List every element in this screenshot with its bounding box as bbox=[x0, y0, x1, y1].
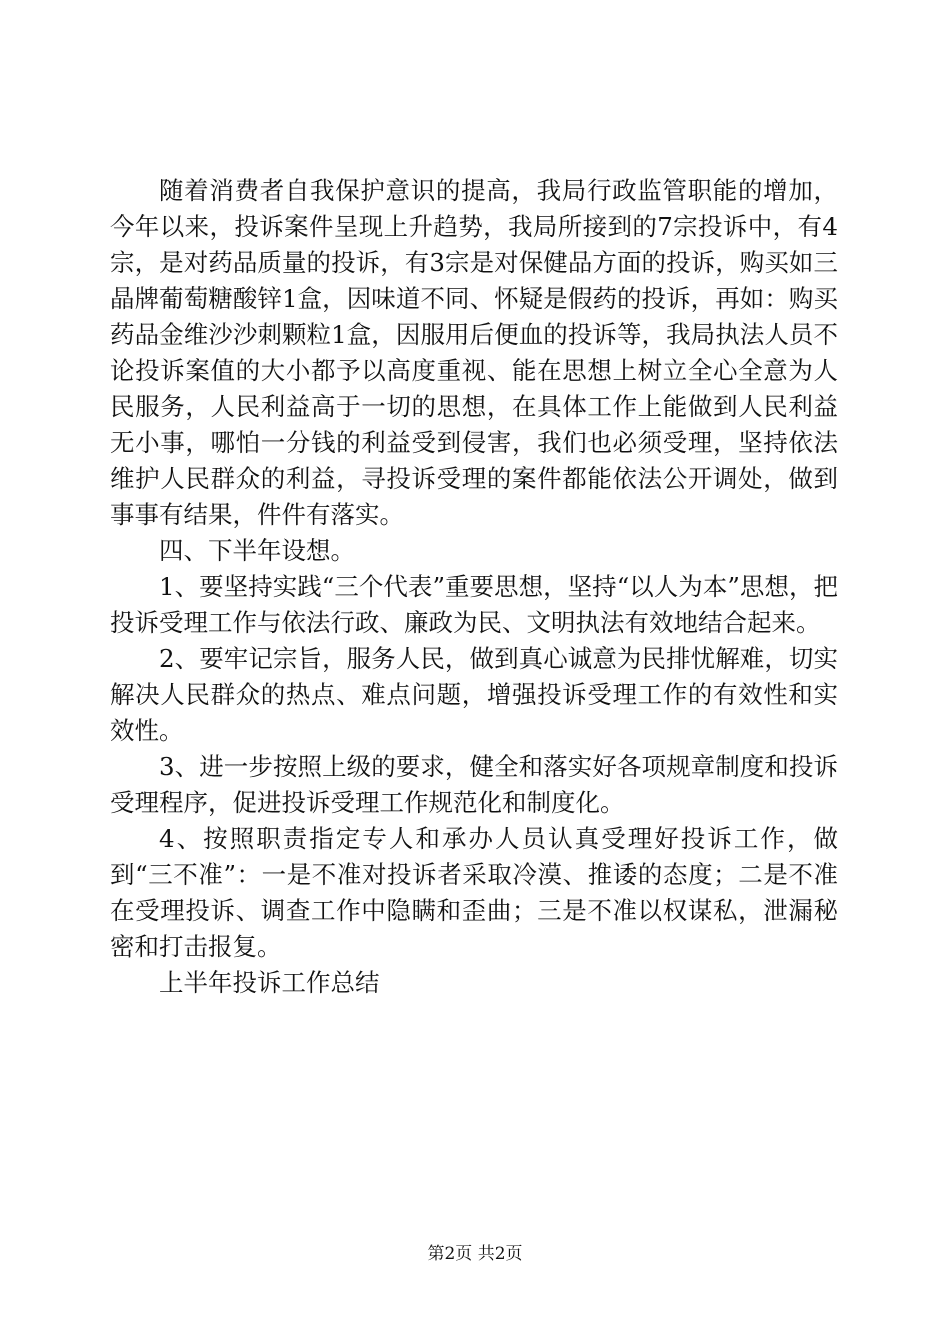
plan-item-3: 3、进一步按照上级的要求，健全和落实好各项规章制度和投诉受理程序，促进投诉受理工作规范化和制度化。 bbox=[110, 752, 838, 817]
paragraph-complaints-overview: 随着消费者自我保护意识的提高，我局行政监管职能的增加，今年以来，投诉案件呈现上升趋势，我局所接到的7宗投诉中，有4宗，是对药品质量的投诉，有3宗是对保健品方面的投诉，购买如三晶牌葡萄糖酸锌1盒，因味道不同、怀疑是假药的投诉，再如：购买药品金维沙沙刺颗粒1盒，因服用后便血的投诉等，我局执法人员不论投诉案值的大小都予以高度重视、能在思想上树立全心全意为人民服务，人民利益高于一切的思想，在具体工作上能做到人民利益无小事，哪怕一分钱的利益受到侵害，我们也必须受理，坚持依法维护人民群众的利益，寻投诉受理的案件都能依法公开调处，做到事事有结果，件件有落实。 bbox=[110, 176, 838, 529]
document-closing-title: 上半年投诉工作总结 bbox=[159, 968, 380, 997]
page-number: 第2页 共2页 bbox=[427, 1244, 523, 1264]
page-footer bbox=[0, 1242, 950, 1266]
section-heading-second-half-plan: 四、下半年设想。 bbox=[159, 536, 355, 565]
document-body bbox=[110, 173, 838, 1001]
plan-item-1: 1、要坚持实践“三个代表”重要思想，坚持“以人为本”思想，把投诉受理工作与依法行政、廉政为民、文明执法有效地结合起来。 bbox=[110, 572, 838, 637]
plan-item-2: 2、要牢记宗旨，服务人民，做到真心诚意为民排忧解难，切实解决人民群众的热点、难点问题，增强投诉受理工作的有效性和实效性。 bbox=[110, 644, 838, 745]
plan-item-4: 4、按照职责指定专人和承办人员认真受理好投诉工作，做到“三不准”：一是不准对投诉者采取冷漠、推诿的态度；二是不准在受理投诉、调查工作中隐瞒和歪曲；三是不准以权谋私，泄漏秘密和打击报复。 bbox=[110, 824, 838, 961]
